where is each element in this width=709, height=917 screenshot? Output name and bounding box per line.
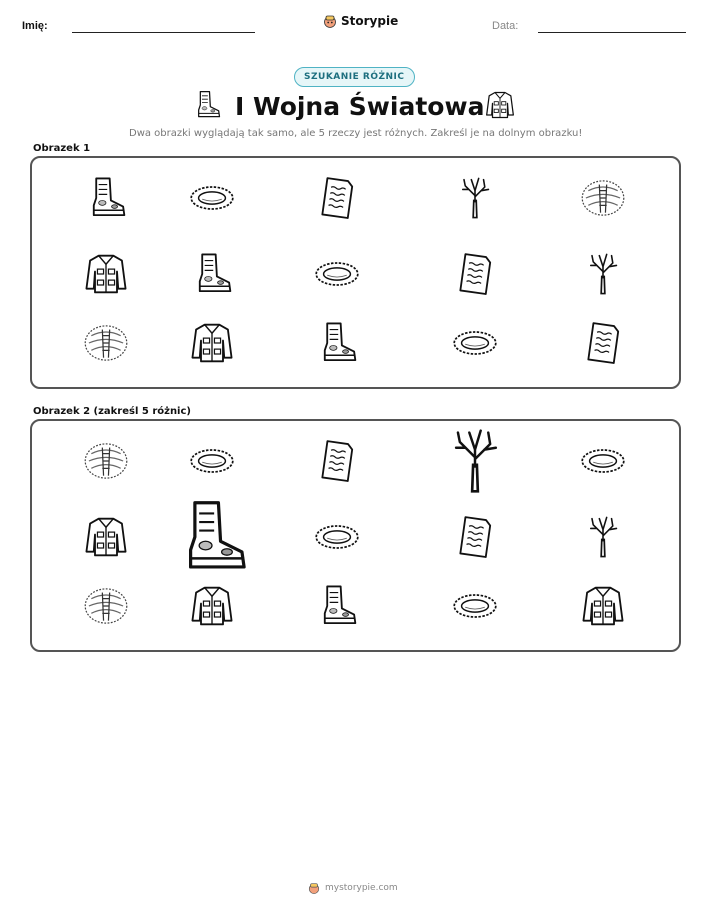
- footer: [308, 882, 398, 894]
- crater-icon[interactable]: [582, 450, 624, 472]
- instructions: Dwa obrazki wyglądają tak samo, ale 5 rzeczy jest różnych. Zakreśl je na dolnym obrazku!: [129, 128, 583, 139]
- crater-icon[interactable]: [316, 526, 358, 548]
- jacket-icon[interactable]: [583, 588, 622, 625]
- letter-icon: [588, 323, 619, 363]
- letter-icon[interactable]: [322, 441, 353, 481]
- storypie-mascot-icon: [323, 14, 337, 28]
- date-line[interactable]: [538, 32, 686, 33]
- jacket-icon[interactable]: [86, 519, 125, 556]
- trench-icon[interactable]: [85, 444, 127, 478]
- page-title: I Wojna Światowa: [235, 92, 485, 121]
- tree-icon[interactable]: [591, 517, 617, 556]
- boot-icon: [94, 178, 125, 215]
- letter-icon: [322, 178, 353, 218]
- boot-icon: [192, 90, 222, 120]
- trench-icon: [582, 181, 624, 215]
- picture2-grid[interactable]: [32, 421, 679, 650]
- date-label: Data:: [492, 20, 519, 32]
- tree-icon: [463, 178, 489, 217]
- letter-icon: [460, 254, 491, 294]
- boot-icon: [325, 323, 356, 360]
- crater-icon[interactable]: [454, 595, 496, 617]
- boot-icon[interactable]: [191, 503, 244, 567]
- letter-icon[interactable]: [460, 517, 491, 557]
- tree-icon[interactable]: [456, 431, 496, 492]
- jacket-icon: [485, 90, 515, 120]
- picture1-grid: [32, 158, 679, 387]
- crater-icon[interactable]: [191, 450, 233, 472]
- activity-badge: SZUKANIE RÓŻNIC: [294, 67, 415, 87]
- boot-icon: [200, 254, 231, 291]
- trench-icon[interactable]: [85, 589, 127, 623]
- trench-icon: [85, 326, 127, 360]
- crater-icon: [454, 332, 496, 354]
- storypie-mascot-icon: [308, 882, 320, 894]
- name-line[interactable]: [72, 32, 255, 33]
- tree-icon: [591, 254, 617, 293]
- picture2-label: Obrazek 2 (zakreśl 5 różnic): [33, 406, 191, 417]
- picture1-label: Obrazek 1: [33, 143, 91, 154]
- jacket-icon: [86, 256, 125, 293]
- brand-logo: [323, 14, 398, 28]
- jacket-icon[interactable]: [192, 588, 231, 625]
- brand-name: Storypie: [341, 14, 399, 28]
- name-label: Imię:: [22, 20, 48, 32]
- crater-icon: [191, 187, 233, 209]
- jacket-icon: [192, 325, 231, 362]
- picture1-panel: [30, 156, 681, 389]
- boot-icon[interactable]: [325, 586, 356, 623]
- picture2-panel: [30, 419, 681, 652]
- crater-icon: [316, 263, 358, 285]
- footer-url[interactable]: mystorypie.com: [325, 883, 398, 893]
